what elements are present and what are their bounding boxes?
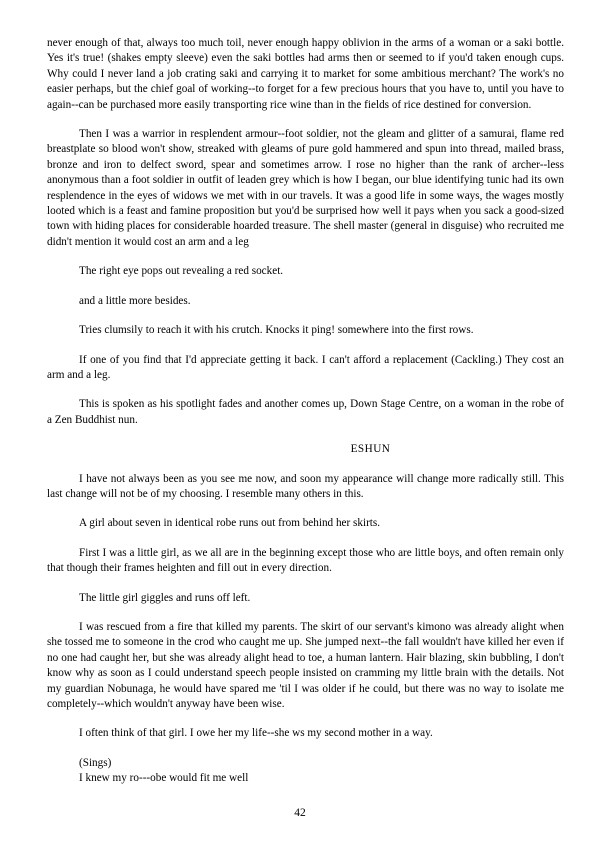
song-lyric: I knew my ro---obe would fit me well — [79, 772, 249, 785]
dialogue-replacement: If one of you find that I'd appreciate getting it back. I can't afford a replacement (Cackling.) They cost an arm and a leg. — [47, 353, 564, 381]
stage-direction-crutch: Tries clumsily to reach it with his crutch. Knocks it ping! somewhere into the first rows. — [79, 324, 474, 337]
paragraph-continuation: never enough of that, always too much toil, never enough happy oblivion in the arms of a woman or a saki bottle. Yes it's true! (shakes empty sleeve) even the saki bottles had arms then or seemed to if you'd taken enough cups. Why could I never land a job crating saki and carrying it to market for some ambitious merchant? The work's no easier perhaps, but the chief goal of working--to forget for a few precious hours that you have to, until you have to again--can be purchased more easily transporting rice wine than in the fields of rice destined for conversion. — [47, 37, 564, 111]
dialogue-fire: I was rescued from a fire that killed my parents. The skirt of our servant's kimono was already alight when she tossed me to someone in the crod who caught me up. She jumped next--the fall wouldn't have killed her even if no one had caught her, but she was already alight head to toe, a human lantern. Hair blazing, skin bubbling, I don't know why as soon as I could understand speech people insisted on cramming my little brain with the details. Not my guardian Nobunaga, he would have spared me 'til I was older if he could, but there was no way to isolate me completely--which wouldn't anyway have been wise. — [47, 620, 564, 710]
stage-direction-spotlight: This is spoken as his spotlight fades and another comes up, Down Stage Centre, on a woman in the robe of a Zen Buddhist nun. — [47, 398, 564, 426]
page-number: 42 — [294, 807, 306, 819]
stage-direction-eye: The right eye pops out revealing a red socket. — [79, 265, 284, 278]
script-page — [47, 36, 564, 801]
stage-direction-giggles: The little girl giggles and runs off left. — [79, 591, 251, 604]
speaker-name: ESHUN — [350, 443, 391, 456]
dialogue-eshun-intro: I have not always been as you see me now, and soon my appearance will change more radically still. This last change will not be of my choosing. I resemble many others in this. — [47, 472, 564, 500]
paragraph-warrior: Then I was a warrior in resplendent armour--foot soldier, not the gleam and glitter of a samurai, flame red breastplate so blood won't show, streaked with gleams of pure gold hammered and spun into thread, mailed brass, bronze and iron to delfect sword, spear and sometimes arrow. I rose no higher than the rank of archer--less anonymous than a foot soldier in outfit of leaden grey which is how I began, our blue identifying tunic had its own resplendence in the eyes of widows we met with in our travels. It was a good life in some ways, the wages mostly looted which is a feast and famine proposition but you'd be surprised how well it pays when you sack a good-sized town with hiding places for considerable hoarded treasure. The shell master (general in disguise) who recruited me didn't mention it would cost an arm and a leg — [47, 128, 564, 248]
dialogue-little-girl: First I was a little girl, as we all are in the beginning except those who are little boys, and often remain only that though their frames heighten and fill out in every direction. — [47, 546, 564, 575]
dialogue-second-mother: I often think of that girl. I owe her my life--she ws my second mother in a way. — [79, 727, 433, 740]
dialogue-line: and a little more besides. — [79, 294, 191, 307]
stage-direction-girl: A girl about seven in identical robe runs out from behind her skirts. — [79, 517, 381, 530]
stage-direction-sings: (Sings) — [79, 756, 112, 769]
